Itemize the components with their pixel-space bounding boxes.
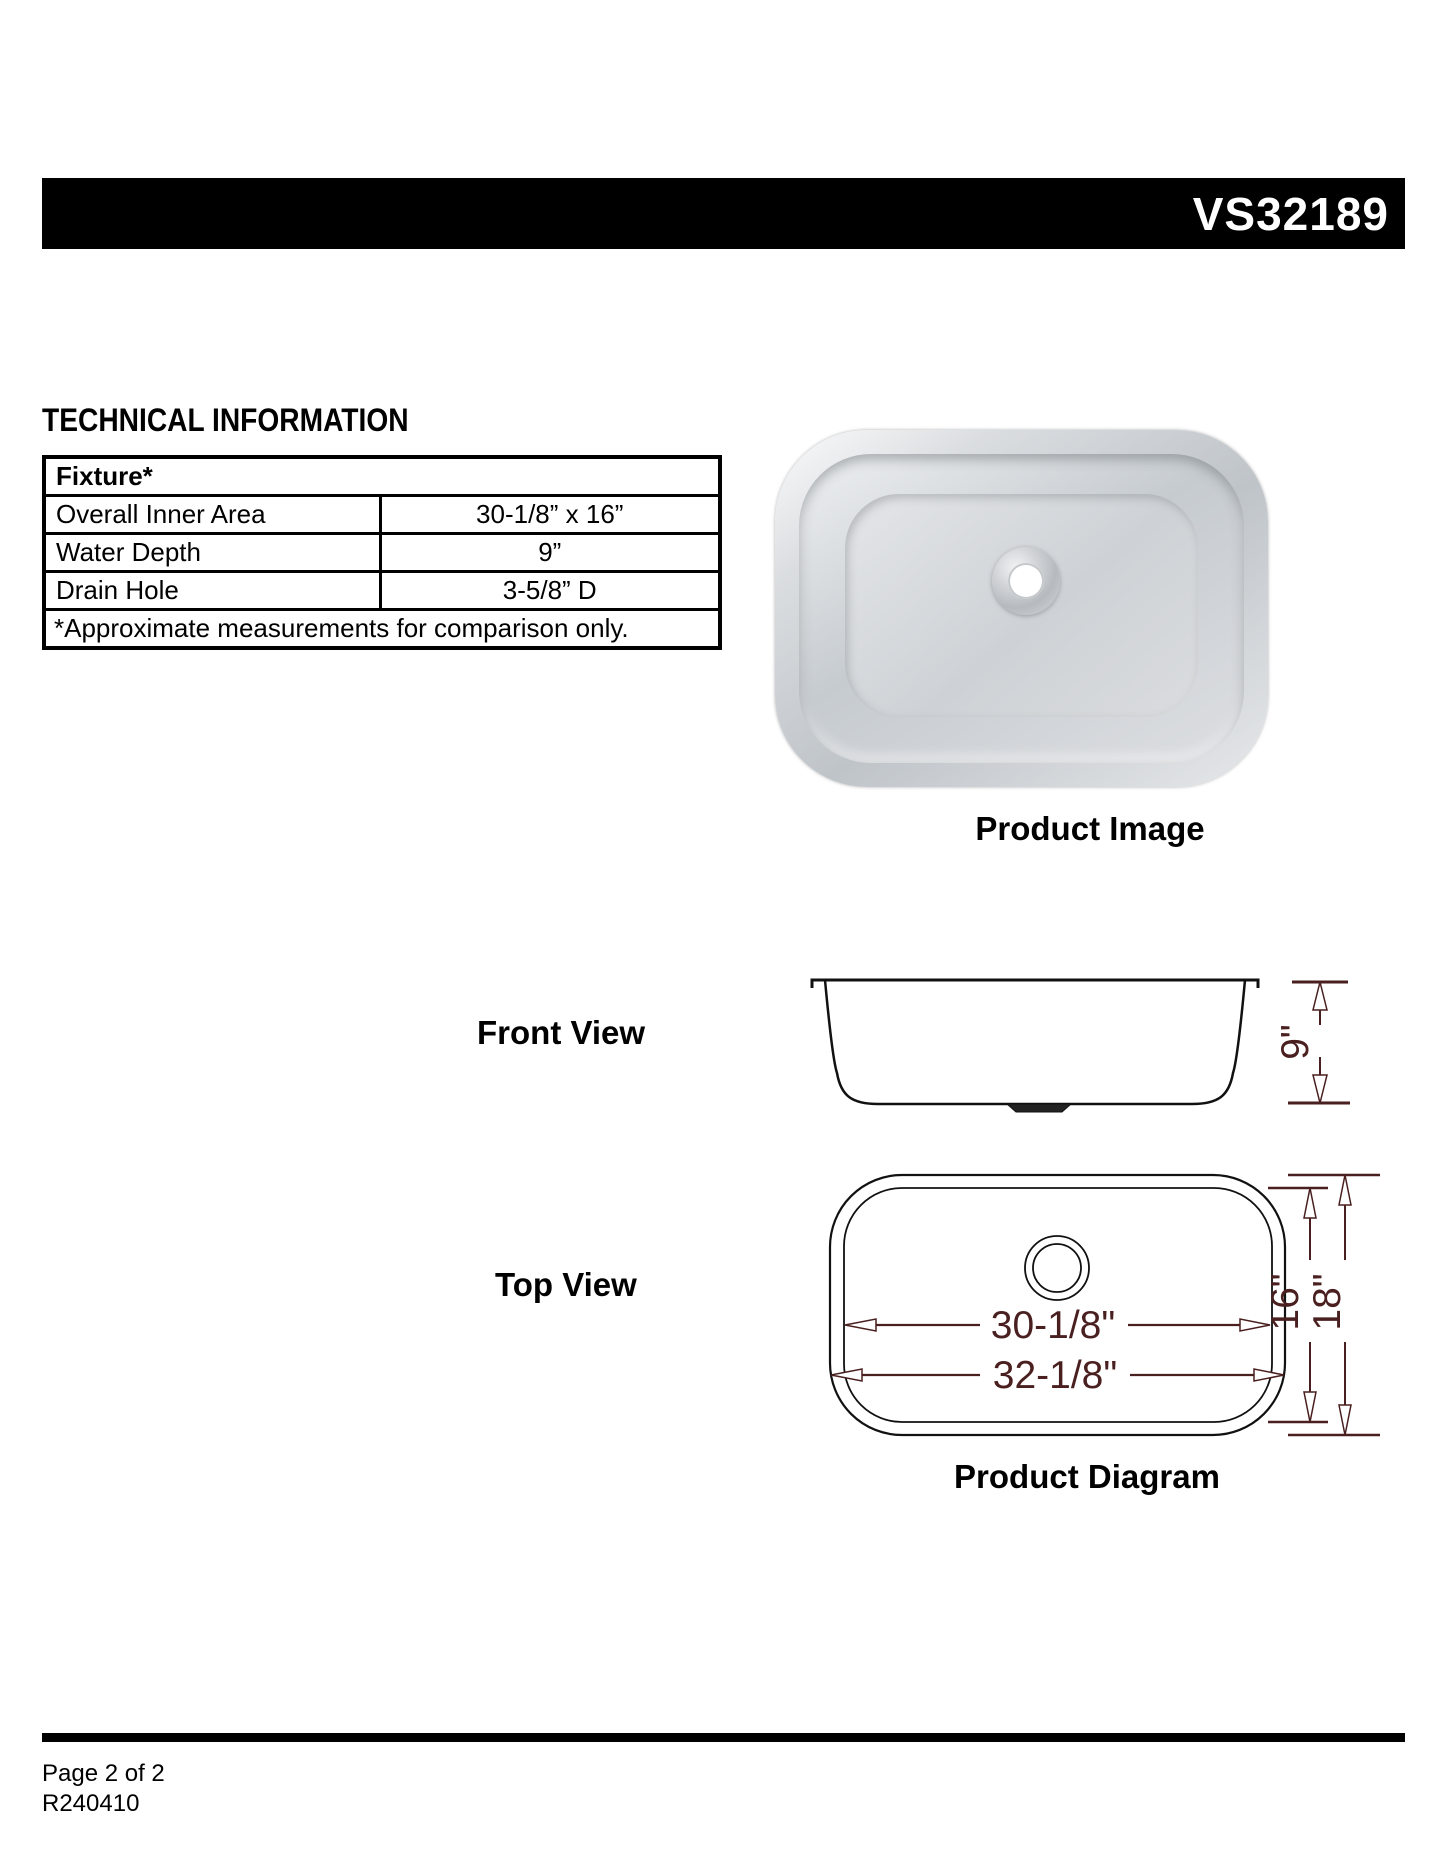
product-photo-sink xyxy=(775,430,1268,787)
sink-drain-hole xyxy=(1008,563,1044,599)
spec-table xyxy=(42,455,722,650)
spec-label: Drain Hole xyxy=(44,572,380,610)
header-bar xyxy=(42,178,1405,249)
bowl-outline-front xyxy=(825,980,1245,1104)
dim-text-32: 32-1/8" xyxy=(992,1354,1118,1397)
drain-inner-circle xyxy=(1033,1244,1081,1292)
spec-value: 9” xyxy=(380,534,720,572)
spec-label: Overall Inner Area xyxy=(44,496,380,534)
footer-bar xyxy=(42,1733,1405,1742)
drain-bump xyxy=(1007,1104,1071,1112)
revision-code: R240410 xyxy=(42,1790,140,1817)
dim-arrow-up xyxy=(1339,1175,1351,1205)
table-row xyxy=(44,534,720,572)
dim-arrow-right xyxy=(1254,1369,1284,1381)
product-diagram-caption: Product Diagram xyxy=(954,1458,1220,1495)
counter-line xyxy=(812,980,1258,988)
dim-arrow-down xyxy=(1339,1405,1351,1435)
page-number: Page 2 of 2 xyxy=(42,1760,165,1787)
dim-text-18: 18" xyxy=(1306,1273,1349,1331)
table-footnote-row xyxy=(44,610,720,649)
dim-arrow-down xyxy=(1304,1392,1316,1422)
table-header-fixture: Fixture* xyxy=(44,457,720,496)
spec-value: 30-1/8” x 16” xyxy=(380,496,720,534)
product-image-caption: Product Image xyxy=(975,810,1205,847)
front-view-label: Front View xyxy=(477,1014,646,1051)
drain-outer-circle xyxy=(1025,1236,1089,1300)
sink-bowl xyxy=(799,454,1244,763)
model-number: VS32189 xyxy=(1192,187,1389,240)
dim-text-9: 9" xyxy=(1274,1024,1317,1060)
table-header-row xyxy=(44,457,720,496)
dim-arrow-up xyxy=(1304,1188,1316,1218)
table-row xyxy=(44,572,720,610)
dim-arrow-up xyxy=(1313,982,1327,1010)
dim-arrow-down xyxy=(1313,1075,1327,1103)
table-footnote: *Approximate measurements for comparison only. xyxy=(44,610,720,649)
section-title: TECHNICAL INFORMATION xyxy=(42,402,409,438)
dim-arrow-left xyxy=(845,1319,876,1331)
top-view-label: Top View xyxy=(495,1266,637,1303)
sink-drain xyxy=(992,547,1060,615)
top-view-drawing xyxy=(680,1160,1380,1450)
dim-text-30: 30-1/8" xyxy=(990,1304,1116,1347)
front-view-drawing xyxy=(800,965,1360,1125)
table-row xyxy=(44,496,720,534)
spec-label: Water Depth xyxy=(44,534,380,572)
dim-text-16: 16" xyxy=(1264,1273,1307,1331)
spec-value: 3-5/8” D xyxy=(380,572,720,610)
